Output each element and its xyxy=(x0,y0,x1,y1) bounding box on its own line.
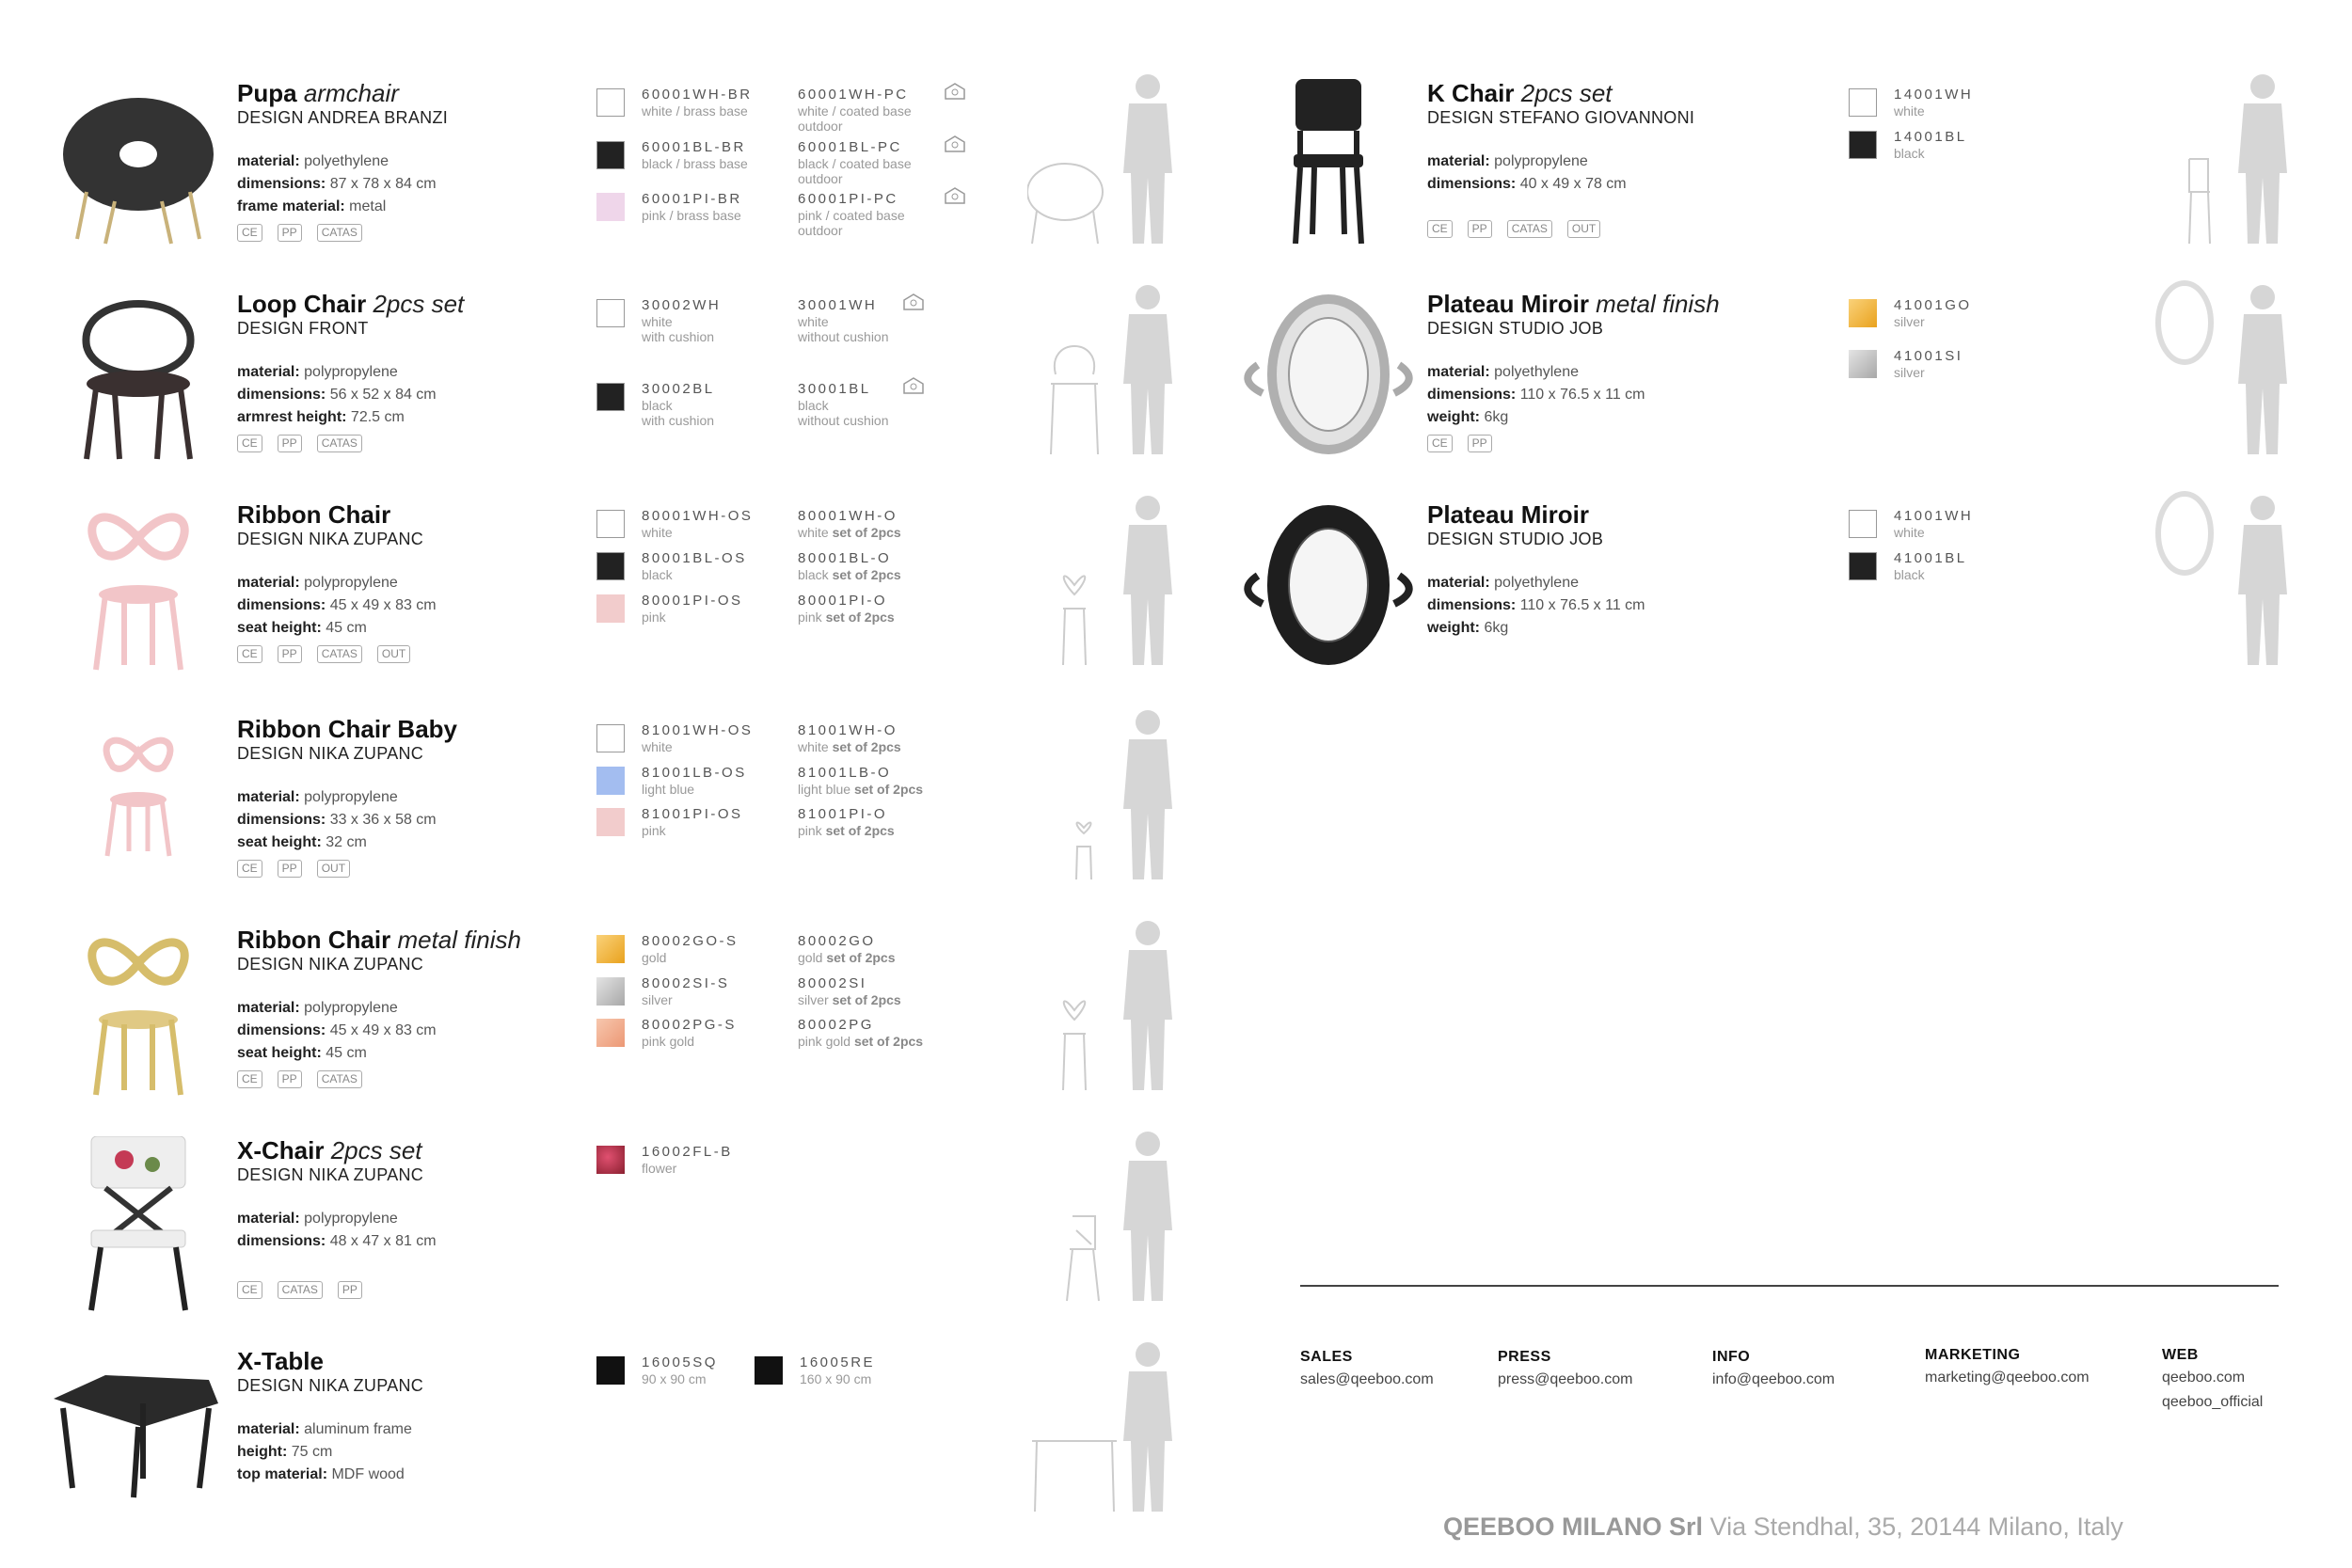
outdoor-icon xyxy=(943,134,967,154)
catas-icon: CATAS xyxy=(317,224,362,242)
variant-desc: light blue set of 2pcs xyxy=(798,782,924,797)
contact-label: SALES xyxy=(1300,1349,1353,1365)
scale-silhouette xyxy=(2142,70,2330,248)
cert-icons xyxy=(237,1281,548,1299)
x-table-image xyxy=(49,1347,228,1526)
color-swatch xyxy=(1849,299,1877,327)
silver-mirror-image xyxy=(1239,290,1418,468)
catas-icon: CATAS xyxy=(1507,220,1552,238)
product-designer: DESIGN STEFANO GIOVANNONI xyxy=(1427,108,1695,127)
variant-desc: black / brass base xyxy=(642,156,748,171)
product-x-chair xyxy=(49,1136,1225,1324)
color-swatch xyxy=(596,1356,625,1385)
black-mirror-image xyxy=(1239,500,1418,679)
spec-line: material: polypropylene xyxy=(237,1000,398,1016)
spec-line: material: polyethylene xyxy=(1427,575,1579,591)
recycle-icon: PP xyxy=(1468,435,1492,452)
scale-silhouette xyxy=(1027,491,1216,670)
color-swatch xyxy=(596,299,625,327)
variant-code: 80002PG xyxy=(798,1017,874,1033)
color-swatch xyxy=(596,552,625,580)
variant-code: 16005RE xyxy=(800,1354,876,1370)
ce-mark-icon: CE xyxy=(237,1281,262,1299)
contact-info xyxy=(1712,1349,1835,1392)
variant-code: 60001PI-PC xyxy=(798,191,898,207)
scale-silhouette xyxy=(2142,491,2330,670)
product-designer: DESIGN STUDIO JOB xyxy=(1427,319,1604,338)
spec-line: dimensions: 33 x 36 x 58 cm xyxy=(237,812,437,828)
variant-desc: pink xyxy=(642,823,666,838)
variant-code: 80002GO-S xyxy=(642,933,739,949)
spec-line: material: polyethylene xyxy=(237,153,389,169)
variant-code: 80001WH-O xyxy=(798,508,898,524)
variant-desc: white with cushion xyxy=(642,314,715,344)
variant-desc: white xyxy=(1894,103,1925,119)
contact-label: INFO xyxy=(1712,1349,1751,1365)
variant-desc: black / coated base outdoor xyxy=(798,156,912,186)
variant-code: 81001PI-O xyxy=(798,806,888,822)
catas-icon: CATAS xyxy=(278,1281,323,1299)
recycle-icon: PP xyxy=(278,1070,302,1088)
color-swatch xyxy=(596,141,625,169)
variant-desc: pink gold set of 2pcs xyxy=(798,1034,924,1049)
variant-desc: white xyxy=(642,739,673,754)
sales-email-link[interactable]: sales@qeeboo.com xyxy=(1300,1371,1434,1387)
variant-desc: pink / coated base outdoor xyxy=(798,208,905,238)
ce-mark-icon: CE xyxy=(1427,220,1453,238)
variant-desc: white / brass base xyxy=(642,103,748,119)
cert-icons xyxy=(1427,435,1738,452)
recycle-icon: PP xyxy=(278,645,302,663)
product-name: Loop Chair 2pcs set xyxy=(237,290,465,318)
outdoor-icon xyxy=(901,375,926,396)
variant-code: 80002PG-S xyxy=(642,1017,737,1033)
variant-code: 30002BL xyxy=(642,381,715,397)
variant-desc: pink xyxy=(642,610,666,625)
variant-code: 80002GO xyxy=(798,933,876,949)
color-swatch xyxy=(596,767,625,795)
variant-code: 81001PI-OS xyxy=(642,806,743,822)
ce-mark-icon: CE xyxy=(237,224,262,242)
scale-silhouette xyxy=(1027,1127,1216,1306)
color-swatch xyxy=(1849,552,1877,580)
color-swatch xyxy=(596,808,625,836)
spec-line: seat height: 45 cm xyxy=(237,620,367,636)
pupa-armchair-image xyxy=(49,79,228,258)
variant-desc: white xyxy=(642,525,673,540)
variant-desc: black set of 2pcs xyxy=(798,567,901,582)
cert-icons xyxy=(237,645,548,663)
variant-desc: silver xyxy=(1894,365,1925,380)
ce-mark-icon: CE xyxy=(1427,435,1453,452)
recycle-icon: PP xyxy=(278,860,302,878)
variant-code: 30002WH xyxy=(642,297,722,313)
spec-line: dimensions: 56 x 52 x 84 cm xyxy=(237,387,437,403)
variant-code: 14001WH xyxy=(1894,87,1974,103)
product-loop-chair xyxy=(49,290,1225,478)
color-swatch xyxy=(755,1356,783,1385)
website-link[interactable]: qeeboo.com xyxy=(2162,1370,2246,1386)
marketing-email-link[interactable]: marketing@qeeboo.com xyxy=(1925,1370,2090,1386)
spec-line: armrest height: 72.5 cm xyxy=(237,409,405,425)
spec-line: material: polypropylene xyxy=(237,364,398,380)
scale-silhouette xyxy=(1027,705,1216,884)
variant-code: 60001PI-BR xyxy=(642,191,742,207)
recycle-icon: PP xyxy=(278,435,302,452)
color-swatch xyxy=(596,977,625,1006)
ce-mark-icon: CE xyxy=(237,645,262,663)
variant-desc: flower xyxy=(642,1161,677,1176)
flower-pattern-swatch xyxy=(596,1146,625,1174)
spec-line: material: polypropylene xyxy=(237,575,398,591)
variant-desc: light blue xyxy=(642,782,695,797)
variant-code: 80001PI-O xyxy=(798,593,888,609)
ribbon-chair-baby-image xyxy=(49,715,228,894)
variant-code: 60001BL-BR xyxy=(642,139,746,155)
variant-code: 81001WH-O xyxy=(798,722,898,738)
variant-code: 30001WH xyxy=(798,297,878,313)
variant-desc: black with cushion xyxy=(642,398,715,428)
catas-icon: CATAS xyxy=(317,645,362,663)
recycle-icon: PP xyxy=(338,1281,362,1299)
variant-desc: white without cushion xyxy=(798,314,889,344)
cert-icons xyxy=(237,1070,548,1088)
variant-desc: white set of 2pcs xyxy=(798,525,901,540)
scale-silhouette xyxy=(1027,280,1216,459)
variant-desc: pink gold xyxy=(642,1034,695,1049)
spec-line: material: aluminum frame xyxy=(237,1421,412,1437)
color-swatch xyxy=(596,383,625,411)
color-swatch xyxy=(596,510,625,538)
variant-code: 60001BL-PC xyxy=(798,139,902,155)
color-swatch xyxy=(1849,88,1877,117)
product-designer: DESIGN NIKA ZUPANC xyxy=(237,1376,424,1395)
cert-icons xyxy=(237,435,548,452)
footer-divider xyxy=(1300,1285,2279,1287)
cert-icons xyxy=(237,224,548,242)
cert-icons xyxy=(237,860,548,878)
variant-code: 41001GO xyxy=(1894,297,1972,313)
spec-line: dimensions: 110 x 76.5 x 11 cm xyxy=(1427,387,1645,403)
variant-code: 81001LB-O xyxy=(798,765,892,781)
info-email-link[interactable]: info@qeeboo.com xyxy=(1712,1371,1836,1387)
variant-code: 80001WH-OS xyxy=(642,508,754,524)
variant-desc: black xyxy=(1894,567,1925,582)
spec-line: height: 75 cm xyxy=(237,1444,333,1460)
product-name: Ribbon Chair xyxy=(237,500,391,529)
spec-line: dimensions: 87 x 78 x 84 cm xyxy=(237,176,437,192)
variant-desc: silver xyxy=(642,992,673,1007)
spec-line: weight: 6kg xyxy=(1427,409,1509,425)
ce-mark-icon: CE xyxy=(237,1070,262,1088)
contact-label: MARKETING xyxy=(1925,1347,2021,1363)
product-ribbon-chair-baby xyxy=(49,715,1225,903)
contact-label: PRESS xyxy=(1498,1349,1551,1365)
variant-code: 41001SI xyxy=(1894,348,1963,364)
variant-desc: white xyxy=(1894,525,1925,540)
color-swatch xyxy=(596,935,625,963)
ribbon-chair-metal-image xyxy=(49,926,228,1104)
product-plateau-miroir-metal xyxy=(1239,290,2293,478)
color-swatch xyxy=(596,193,625,221)
variant-code: 81001WH-OS xyxy=(642,722,754,738)
product-plateau-miroir xyxy=(1239,500,2293,689)
social-handle-link[interactable]: qeeboo_official xyxy=(2162,1394,2264,1410)
x-chair-image xyxy=(49,1136,228,1315)
scale-silhouette xyxy=(1027,1338,1216,1516)
variant-code: 30001BL xyxy=(798,381,871,397)
spec-line: top material: MDF wood xyxy=(237,1466,405,1482)
variant-code: 41001BL xyxy=(1894,550,1967,566)
variant-code: 81001LB-OS xyxy=(642,765,747,781)
spec-line: seat height: 32 cm xyxy=(237,834,367,850)
scale-silhouette xyxy=(1027,70,1216,248)
ce-mark-icon: CE xyxy=(237,435,262,452)
spec-line: dimensions: 48 x 47 x 81 cm xyxy=(237,1233,437,1249)
variant-code: 80001PI-OS xyxy=(642,593,743,609)
product-designer: DESIGN FRONT xyxy=(237,319,369,338)
variant-desc: black xyxy=(642,567,673,582)
outdoor-icon: OUT xyxy=(317,860,350,878)
variant-code: 80001BL-OS xyxy=(642,550,747,566)
outdoor-icon xyxy=(901,292,926,312)
k-chair-image xyxy=(1239,79,1418,258)
variant-desc: silver xyxy=(1894,314,1925,329)
ce-mark-icon: CE xyxy=(237,860,262,878)
color-swatch xyxy=(1849,350,1877,378)
variant-desc: pink set of 2pcs xyxy=(798,610,895,625)
color-swatch xyxy=(596,1019,625,1047)
product-ribbon-chair-metal xyxy=(49,926,1225,1114)
outdoor-icon xyxy=(943,81,967,102)
outdoor-icon xyxy=(943,185,967,206)
product-name: Ribbon Chair metal finish xyxy=(237,926,521,954)
spec-line: material: polypropylene xyxy=(237,1211,398,1227)
outdoor-icon: OUT xyxy=(377,645,410,663)
product-name: Plateau Miroir xyxy=(1427,500,1589,529)
product-designer: DESIGN NIKA ZUPANC xyxy=(237,530,424,548)
company-address: QEEBOO MILANO Srl Via Stendhal, 35, 20144 Milano, Italy xyxy=(1443,1513,2123,1541)
spec-line: dimensions: 110 x 76.5 x 11 cm xyxy=(1427,597,1645,613)
color-swatch xyxy=(596,594,625,623)
spec-line: frame material: metal xyxy=(237,198,387,214)
variant-code: 16005SQ xyxy=(642,1354,718,1370)
variant-desc: pink set of 2pcs xyxy=(798,823,895,838)
product-name: Plateau Miroir metal finish xyxy=(1427,290,1720,318)
variant-desc: black without cushion xyxy=(798,398,889,428)
scale-silhouette xyxy=(1027,916,1216,1095)
press-email-link[interactable]: press@qeeboo.com xyxy=(1498,1371,1633,1387)
product-name: K Chair 2pcs set xyxy=(1427,79,1613,107)
loop-chair-image xyxy=(49,290,228,468)
spec-line: dimensions: 40 x 49 x 78 cm xyxy=(1427,176,1627,192)
contact-web xyxy=(2162,1347,2263,1415)
variant-code: 80002SI-S xyxy=(642,975,730,991)
contact-sales xyxy=(1300,1349,1434,1392)
spec-line: material: polyethylene xyxy=(1427,364,1579,380)
variant-desc: 160 x 90 cm xyxy=(800,1371,872,1386)
variant-desc: pink / brass base xyxy=(642,208,741,223)
recycle-icon: PP xyxy=(278,224,302,242)
spec-line: dimensions: 45 x 49 x 83 cm xyxy=(237,1022,437,1038)
product-k-chair xyxy=(1239,79,2293,267)
catas-icon: CATAS xyxy=(317,1070,362,1088)
variant-desc: 90 x 90 cm xyxy=(642,1371,707,1386)
contact-label: WEB xyxy=(2162,1347,2199,1363)
color-swatch xyxy=(596,724,625,752)
color-swatch xyxy=(1849,131,1877,159)
variant-code: 14001BL xyxy=(1894,129,1967,145)
variant-code: 41001WH xyxy=(1894,508,1974,524)
variant-desc: white / coated base outdoor xyxy=(798,103,912,134)
spec-line: material: polypropylene xyxy=(1427,153,1588,169)
color-swatch xyxy=(1849,510,1877,538)
product-ribbon-chair xyxy=(49,500,1225,689)
product-name: X-Chair 2pcs set xyxy=(237,1136,422,1164)
variant-desc: black xyxy=(1894,146,1925,161)
variant-code: 80001BL-O xyxy=(798,550,892,566)
spec-line: seat height: 45 cm xyxy=(237,1045,367,1061)
variant-desc: white set of 2pcs xyxy=(798,739,901,754)
variant-code: 60001WH-BR xyxy=(642,87,753,103)
spec-line: dimensions: 45 x 49 x 83 cm xyxy=(237,597,437,613)
contact-press xyxy=(1498,1349,1632,1392)
product-designer: DESIGN STUDIO JOB xyxy=(1427,530,1604,548)
product-name: X-Table xyxy=(237,1347,324,1375)
variant-desc: silver set of 2pcs xyxy=(798,992,901,1007)
product-x-table xyxy=(49,1347,1225,1535)
variant-code: 16002FL-B xyxy=(642,1144,733,1160)
variant-code: 80002SI xyxy=(798,975,867,991)
variant-desc: gold set of 2pcs xyxy=(798,950,896,965)
scale-silhouette xyxy=(2142,280,2330,459)
spec-line: material: polypropylene xyxy=(237,789,398,805)
product-pupa xyxy=(49,79,1225,267)
product-designer: DESIGN NIKA ZUPANC xyxy=(237,744,424,763)
variant-code: 60001WH-PC xyxy=(798,87,909,103)
product-name: Ribbon Chair Baby xyxy=(237,715,458,743)
product-name: Pupa armchair xyxy=(237,79,399,107)
product-designer: DESIGN NIKA ZUPANC xyxy=(237,955,424,974)
product-designer: DESIGN ANDREA BRANZI xyxy=(237,108,449,127)
color-swatch xyxy=(596,88,625,117)
ribbon-chair-image xyxy=(49,500,228,679)
outdoor-icon: OUT xyxy=(1567,220,1600,238)
variant-desc: gold xyxy=(642,950,667,965)
product-designer: DESIGN NIKA ZUPANC xyxy=(237,1165,424,1184)
recycle-icon: PP xyxy=(1468,220,1492,238)
contact-marketing xyxy=(1925,1347,2090,1390)
catas-icon: CATAS xyxy=(317,435,362,452)
cert-icons xyxy=(1427,220,1738,238)
spec-line: weight: 6kg xyxy=(1427,620,1509,636)
